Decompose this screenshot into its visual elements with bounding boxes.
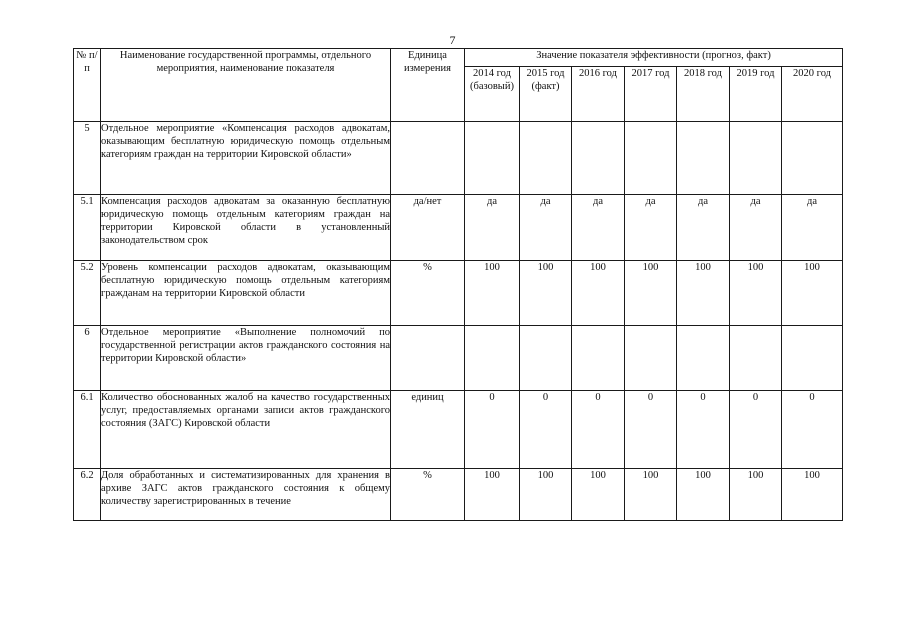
- row-value: 100: [572, 261, 625, 326]
- row-unit: %: [391, 261, 465, 326]
- row-unit: единиц: [391, 391, 465, 469]
- header-row: [74, 49, 843, 67]
- row-value: да: [677, 195, 730, 261]
- row-value: 0: [730, 391, 782, 469]
- row-number: 5.1: [74, 195, 101, 261]
- row-value: 100: [730, 261, 782, 326]
- header-name: Наименование государственной программы, отдельного мероприятия, наименование показателя: [101, 49, 391, 122]
- row-unit: да/нет: [391, 195, 465, 261]
- header-year: 2018 год: [677, 67, 730, 122]
- row-unit: %: [391, 469, 465, 521]
- row-value: 100: [465, 261, 520, 326]
- header-year: 2016 год: [572, 67, 625, 122]
- row-value: да: [465, 195, 520, 261]
- row-value: да: [520, 195, 572, 261]
- row-value: 100: [677, 469, 730, 521]
- table-row: [74, 261, 843, 326]
- row-value: да: [782, 195, 843, 261]
- row-value: 100: [782, 469, 843, 521]
- row-value: 0: [520, 391, 572, 469]
- row-name: Отдельное мероприятие «Компенсация расходов адвокатам, оказывающим бесплатную юридическую помощь отдельным категориям граждан на территории Кировской области»: [101, 122, 391, 195]
- row-name: Доля обработанных и систематизированных для хранения в архиве ЗАГС актов гражданского состояния к общему количеству зарегистрированных в течение: [101, 469, 391, 521]
- row-unit: [391, 326, 465, 391]
- header-unit: Единица измерения: [391, 49, 465, 122]
- row-value: 100: [677, 261, 730, 326]
- row-number: 5: [74, 122, 101, 195]
- row-value: [625, 326, 677, 391]
- row-value: 100: [572, 469, 625, 521]
- header-year: 2019 год: [730, 67, 782, 122]
- row-value: 100: [782, 261, 843, 326]
- page-number: 7: [449, 33, 456, 47]
- row-value: [572, 122, 625, 195]
- row-number: 6.2: [74, 469, 101, 521]
- row-value: [465, 326, 520, 391]
- row-value: [572, 326, 625, 391]
- row-value: [782, 122, 843, 195]
- table-row: [74, 326, 843, 391]
- header-year: 2017 год: [625, 67, 677, 122]
- row-value: 100: [625, 469, 677, 521]
- row-value: да: [730, 195, 782, 261]
- header-indicator-group: Значение показателя эффективности (прогноз, факт): [465, 49, 843, 67]
- row-value: [677, 122, 730, 195]
- row-value: 100: [520, 469, 572, 521]
- row-value: [520, 326, 572, 391]
- row-value: 100: [465, 469, 520, 521]
- row-value: 0: [677, 391, 730, 469]
- row-value: 100: [520, 261, 572, 326]
- row-number: 6.1: [74, 391, 101, 469]
- table-row: [74, 391, 843, 469]
- row-value: 0: [572, 391, 625, 469]
- row-value: [625, 122, 677, 195]
- header-number: № п/п: [74, 49, 101, 122]
- row-value: [520, 122, 572, 195]
- indicators-table: [73, 48, 843, 521]
- header-year: 2015 год (факт): [520, 67, 572, 122]
- row-name: Уровень компенсации расходов адвокатам, оказывающим бесплатную юридическую помощь отдельным категориям гражданам на территории Кировской области: [101, 261, 391, 326]
- row-value: 0: [465, 391, 520, 469]
- row-name: Количество обоснованных жалоб на качество государственных услуг, предоставляемых органами записи актов гражданского состояния (ЗАГС) Кировской области: [101, 391, 391, 469]
- row-value: 100: [730, 469, 782, 521]
- row-value: 0: [782, 391, 843, 469]
- table-row: [74, 195, 843, 261]
- table-row: [74, 469, 843, 521]
- row-name: Отдельное мероприятие «Выполнение полномочий по государственной регистрации актов гражданского состояния на территории Кировской области»: [101, 326, 391, 391]
- row-value: 0: [625, 391, 677, 469]
- row-value: да: [625, 195, 677, 261]
- row-value: [677, 326, 730, 391]
- row-value: [730, 326, 782, 391]
- row-number: 5.2: [74, 261, 101, 326]
- row-value: [730, 122, 782, 195]
- row-value: 100: [625, 261, 677, 326]
- row-value: [465, 122, 520, 195]
- row-value: да: [572, 195, 625, 261]
- row-name: Компенсация расходов адвокатам за оказанную бесплатную юридическую помощь отдельным категориям граждан на территории Кировской области в установленный законодательством срок: [101, 195, 391, 261]
- header-year: 2014 год (базовый): [465, 67, 520, 122]
- row-unit: [391, 122, 465, 195]
- row-value: [782, 326, 843, 391]
- table-row: [74, 122, 843, 195]
- row-number: 6: [74, 326, 101, 391]
- header-year: 2020 год: [782, 67, 843, 122]
